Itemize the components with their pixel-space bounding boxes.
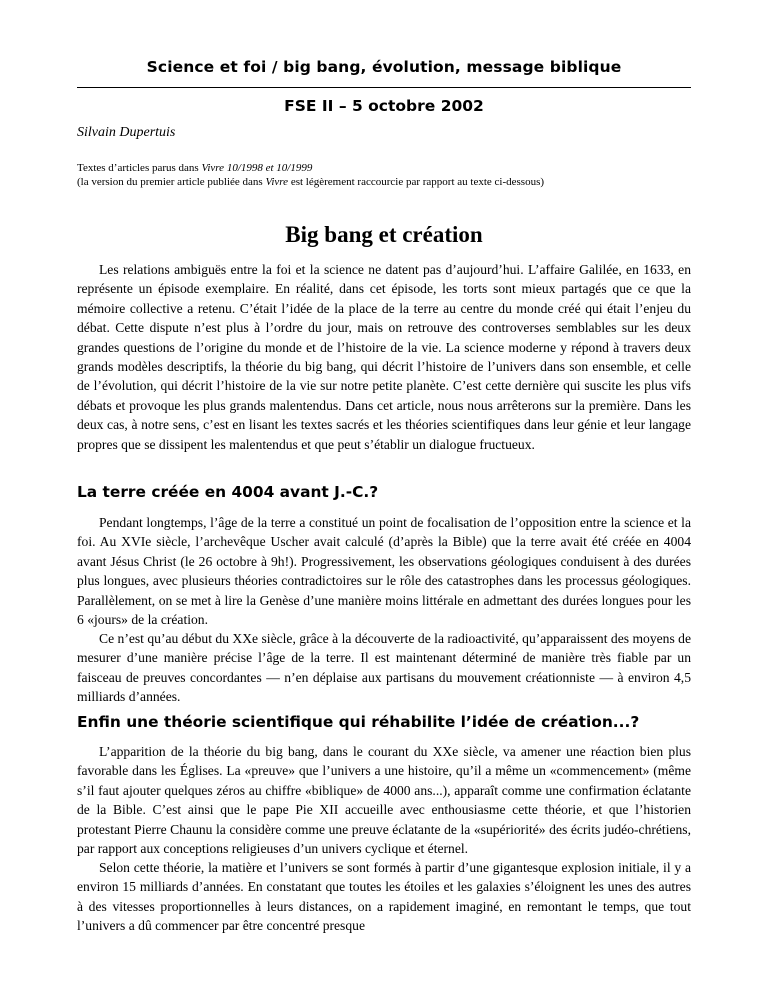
section-2-paragraph-1: L’apparition de la théorie du big bang, dans le courant du XXe siècle, va amener une réaction bien plus favorable dans les Églises. La «preuve» que l’univers a une histoire, qu’il a même un «commencement» (même s’il faut ajouter quelques zéros au chiffre «biblique» de 4000 ans...), apparaît comme une confirmation éclatante de la Bible. C’est ainsi que le pape Pie XII accueille avec enthousiasme cette théorie, et que l’historien protestant Pierre Chaunu la considère comme une preuve éclatante de la «supériorité» des écrits judéo-chrétiens, par rapport aux conceptions religieuses d’un univers cyclique et éternel. <box>77 744 691 857</box>
section-1-heading: La terre créée en 4004 avant J.-C.? <box>77 483 379 501</box>
author-name: Silvain Dupertuis <box>77 125 176 140</box>
article-title: Big bang et création <box>285 222 483 247</box>
document-header-title: Science et foi / big bang, évolution, message biblique <box>146 58 622 76</box>
source-note-line-1: Textes d’articles parus dans Vivre 10/1998 et 10/1999 <box>77 162 313 174</box>
source-note <box>77 162 691 189</box>
section-2-paragraph-2: Selon cette théorie, la matière et l’univers se sont formés à partir d’une gigantesque explosion initiale, il y a environ 15 milliards d’années. En constatant que toutes les étoiles et les galaxies s’éloignent les unes des autres à des vitesses proportionnelles à leurs distances, on a rapidement imaginé, en remontant le temps, que tout l’univers a dû commencer par être concentré presque <box>77 860 691 934</box>
section-1-paragraph-1: Pendant longtemps, l’âge de la terre a constitué un point de focalisation de l’opposition entre la science et la foi. Au XVIe siècle, l’archevêque Uscher avait calculé (d’après la Bible) que la terre avait été créée en 4004 avant Jésus Christ (le 26 octobre à 9h!). Progressivement, les observations géologiques conduisent à des durées plus longues, avec plusieurs théories contradictoires sur le rôle des catastrophes dans les processus géologiques. Parallèlement, on se met à lire la Genèse d’une manière moins littérale en admettant des durées longues pour les 6 «jours» de la création. <box>77 515 691 628</box>
section-2-heading: Enfin une théorie scientifique qui réhabilite l’idée de création...? <box>77 713 640 731</box>
intro-paragraph: Les relations ambiguës entre la foi et la science ne datent pas d’aujourd’hui. L’affaire Galilée, en 1633, en représente un épisode exemplaire. En réalité, dans cet épisode, les torts sont mieux partagés que ce que la mémoire collective a retenu. C’était l’idée de la place de la terre au centre du monde créé qui était l’enjeu du débat. Cette dispute n’est plus à l’ordre du jour, mais on retrouve des controverses semblables sur les deux grandes questions de l’origine du monde et de l’histoire de la vie. La science moderne y répond à travers deux grands modèles descriptifs, la théorie du big bang, qui décrit l’histoire de l’univers dans son ensemble, et celle de l’évolution, qui décrit l’histoire de la vie sur notre petite planète. C’est cette dernière qui suscite les plus vifs débats et provoque les plus grands malentendus. Dans cet article, nous nous arrêterons sur la première. Dans les deux cas, à notre sens, c’est en lisant les textes sacrés et les théories scientifiques dans leur génie et leur langage propres que se dissipent les malentendus et que peut s’établir un dialogue fructueux. <box>77 262 691 452</box>
document-header-subtitle: FSE II – 5 octobre 2002 <box>284 97 484 115</box>
header-divider <box>77 87 691 88</box>
section-1-paragraph-2: Ce n’est qu’au début du XXe siècle, grâce à la découverte de la radioactivité, qu’apparaissent des moyens de mesurer d’une manière précise l’âge de la terre. Il est maintenant déterminé de manière très fiable par un faisceau de preuves concordantes — n’en déplaise aux partisans du mouvement créationniste — à environ 4,5 milliards d’années. <box>77 631 691 705</box>
source-note-line-2: (la version du premier article publiée dans Vivre est légèrement raccourcie par rapport au texte ci-dessous) <box>77 175 545 188</box>
